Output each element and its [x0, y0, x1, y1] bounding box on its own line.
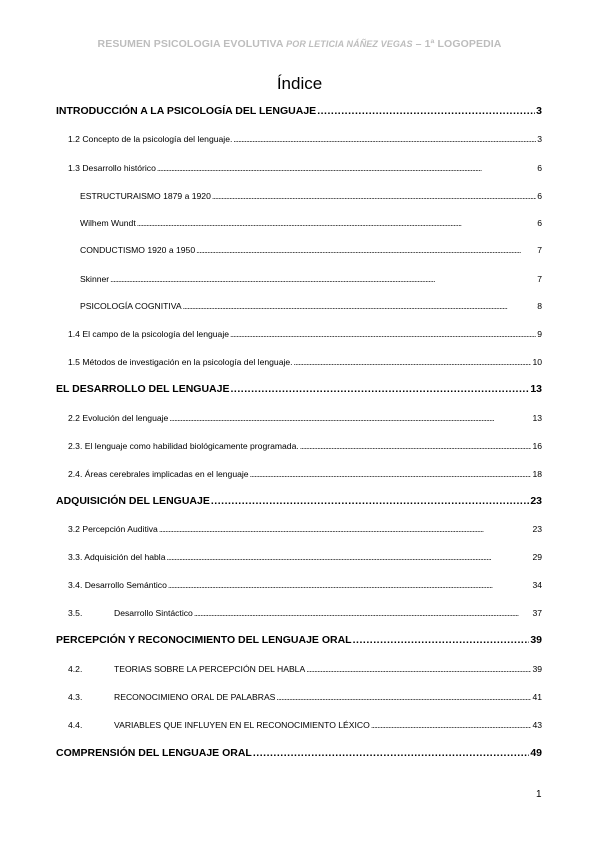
toc-page: 37	[532, 608, 542, 618]
toc-entry-4-4[interactable]	[68, 720, 542, 734]
toc-leader	[353, 634, 530, 646]
toc-entry-skinner[interactable]	[80, 274, 542, 288]
toc-entry-1-5[interactable]	[68, 357, 542, 371]
toc-label-text: Desarrollo Sintáctico	[114, 608, 193, 618]
toc-page: 18	[532, 469, 542, 479]
toc-entry-conductismo[interactable]	[80, 245, 542, 259]
toc-entry-desarrollo-lenguaje[interactable]	[56, 383, 542, 397]
toc-page: 49	[530, 747, 542, 759]
toc-page: 13	[532, 413, 542, 423]
toc-label: 1.4 El campo de la psicología del lenguaje	[68, 329, 230, 339]
toc-label: 3.2 Percepción Auditiva	[68, 524, 158, 534]
toc-entry-wundt[interactable]	[80, 218, 542, 232]
toc-entry-3-5[interactable]	[68, 608, 542, 622]
toc-page: 10	[532, 357, 542, 367]
header-author: POR LETICIA NÁÑEZ VEGAS	[286, 39, 413, 49]
toc-page: 6	[537, 163, 542, 173]
toc-label	[68, 664, 305, 674]
toc-page: 6	[537, 218, 542, 228]
toc-label: INTRODUCCIÓN A LA PSICOLOGÍA DEL LENGUAJE	[56, 105, 317, 117]
toc-label	[68, 692, 275, 702]
toc-number: 4.3.	[68, 692, 83, 702]
toc-label: ESTRUCTURAISMO 1879 a 1920	[80, 191, 211, 201]
toc-label: ADQUISICIÓN DEL LENGUAJE	[56, 495, 210, 507]
toc-entry-2-3[interactable]	[68, 441, 542, 455]
toc-page: 39	[530, 634, 542, 646]
toc-leader	[306, 664, 531, 676]
toc-leader	[194, 608, 532, 620]
toc-entry-3-2[interactable]	[68, 524, 542, 538]
toc-label-text: TEORIAS SOBRE LA PERCEPCIÓN DEL HABLA	[114, 664, 306, 674]
toc-label	[68, 720, 370, 730]
toc-page: 23	[530, 495, 542, 507]
toc-page: 3	[536, 105, 542, 117]
toc-leader	[276, 692, 531, 704]
toc-entry-2-2[interactable]	[68, 413, 542, 427]
toc-leader	[294, 357, 532, 369]
toc-entry-estructuralismo[interactable]	[80, 191, 542, 205]
toc-leader	[233, 134, 536, 146]
toc-entry-4-2[interactable]	[68, 664, 542, 678]
toc-entry-1-2[interactable]	[68, 134, 542, 148]
toc-label: 1.5 Métodos de investigación en la psicología del lenguaje.	[68, 357, 293, 367]
toc-label	[68, 608, 193, 618]
toc-page: 9	[537, 329, 542, 339]
toc-page: 34	[532, 580, 542, 590]
page-number: 1	[536, 789, 542, 800]
toc-leader	[137, 218, 537, 230]
toc-label: Wilhem Wundt	[80, 218, 136, 228]
toc-leader	[166, 552, 531, 564]
toc-label: PSICOLOGÍA COGNITIVA	[80, 301, 182, 311]
toc-leader	[300, 441, 532, 453]
toc-leader	[317, 105, 535, 117]
toc-leader	[157, 163, 536, 175]
toc-label: Skinner	[80, 274, 110, 284]
toc-page: 16	[532, 441, 542, 451]
toc-leader	[211, 495, 529, 507]
toc-label: 3.4. Desarrollo Semántico	[68, 580, 167, 590]
toc-entry-1-3[interactable]	[68, 163, 542, 177]
toc-label-text: VARIABLES QUE INFLUYEN EN EL RECONOCIMIENTO LÉXICO	[114, 720, 370, 730]
toc-entry-comprension-lenguaje-oral[interactable]	[56, 747, 542, 761]
toc-page: 7	[537, 274, 542, 284]
toc-page: 7	[537, 245, 542, 255]
toc-number: 3.5.	[68, 608, 83, 618]
toc-label: 3.3. Adquisición del habla	[68, 552, 166, 562]
toc-page: 8	[537, 301, 542, 311]
toc-page: 6	[537, 191, 542, 201]
toc-entry-intro[interactable]	[56, 105, 542, 119]
toc-number: 4.2.	[68, 664, 83, 674]
toc-label: COMPRENSIÓN DEL LENGUAJE ORAL	[56, 747, 252, 759]
header-course: – 1ª LOGOPEDIA	[412, 38, 502, 50]
toc-entry-2-4[interactable]	[68, 469, 542, 483]
header-title: RESUMEN PSICOLOGIA EVOLUTIVA	[97, 38, 287, 50]
toc-entry-adquisicion-lenguaje[interactable]	[56, 495, 542, 509]
toc-leader	[250, 469, 532, 481]
toc-number: 4.4.	[68, 720, 83, 730]
toc-leader	[183, 301, 537, 313]
toc-page: 29	[532, 552, 542, 562]
toc-leader	[212, 191, 536, 203]
toc-leader	[168, 580, 532, 592]
toc-leader	[110, 274, 536, 286]
toc-entry-3-4[interactable]	[68, 580, 542, 594]
toc-leader	[169, 413, 531, 425]
toc-label: PERCEPCIÓN Y RECONOCIMIENTO DEL LENGUAJE ORAL	[56, 634, 352, 646]
toc-leader	[230, 383, 529, 395]
toc-entry-4-3[interactable]	[68, 692, 542, 706]
toc-label: 1.3 Desarrollo histórico	[68, 163, 156, 173]
toc-page: 13	[530, 383, 542, 395]
toc-leader	[196, 245, 536, 257]
toc-page: 3	[537, 134, 542, 144]
running-header	[0, 38, 599, 50]
toc-page: 41	[532, 692, 542, 702]
toc-label: EL DESARROLLO DEL LENGUAJE	[56, 383, 230, 395]
toc-label-text: RECONOCIMIENO ORAL DE PALABRAS	[114, 692, 276, 702]
toc-label: 2.3. El lenguaje como habilidad biológicamente programada.	[68, 441, 299, 451]
toc-leader	[230, 329, 536, 341]
toc-entry-1-4[interactable]	[68, 329, 542, 343]
page-title: Índice	[276, 74, 323, 93]
toc-label: 2.2 Evolución del lenguaje	[68, 413, 169, 423]
toc-leader	[371, 720, 532, 732]
toc-label: 1.2 Concepto de la psicología del lenguaje.	[68, 134, 233, 144]
toc-page: 39	[532, 664, 542, 674]
toc-leader	[253, 747, 529, 759]
toc-entry-psicologia-cognitiva[interactable]	[80, 301, 542, 315]
toc-entry-percepcion-reconocimiento[interactable]	[56, 634, 542, 648]
toc-leader	[159, 524, 532, 536]
toc-page: 43	[532, 720, 542, 730]
toc-entry-3-3[interactable]	[68, 552, 542, 566]
toc-page: 23	[532, 524, 542, 534]
toc-label: CONDUCTISMO 1920 a 1950	[80, 245, 196, 255]
toc-label: 2.4. Áreas cerebrales implicadas en el lenguaje	[68, 469, 249, 479]
